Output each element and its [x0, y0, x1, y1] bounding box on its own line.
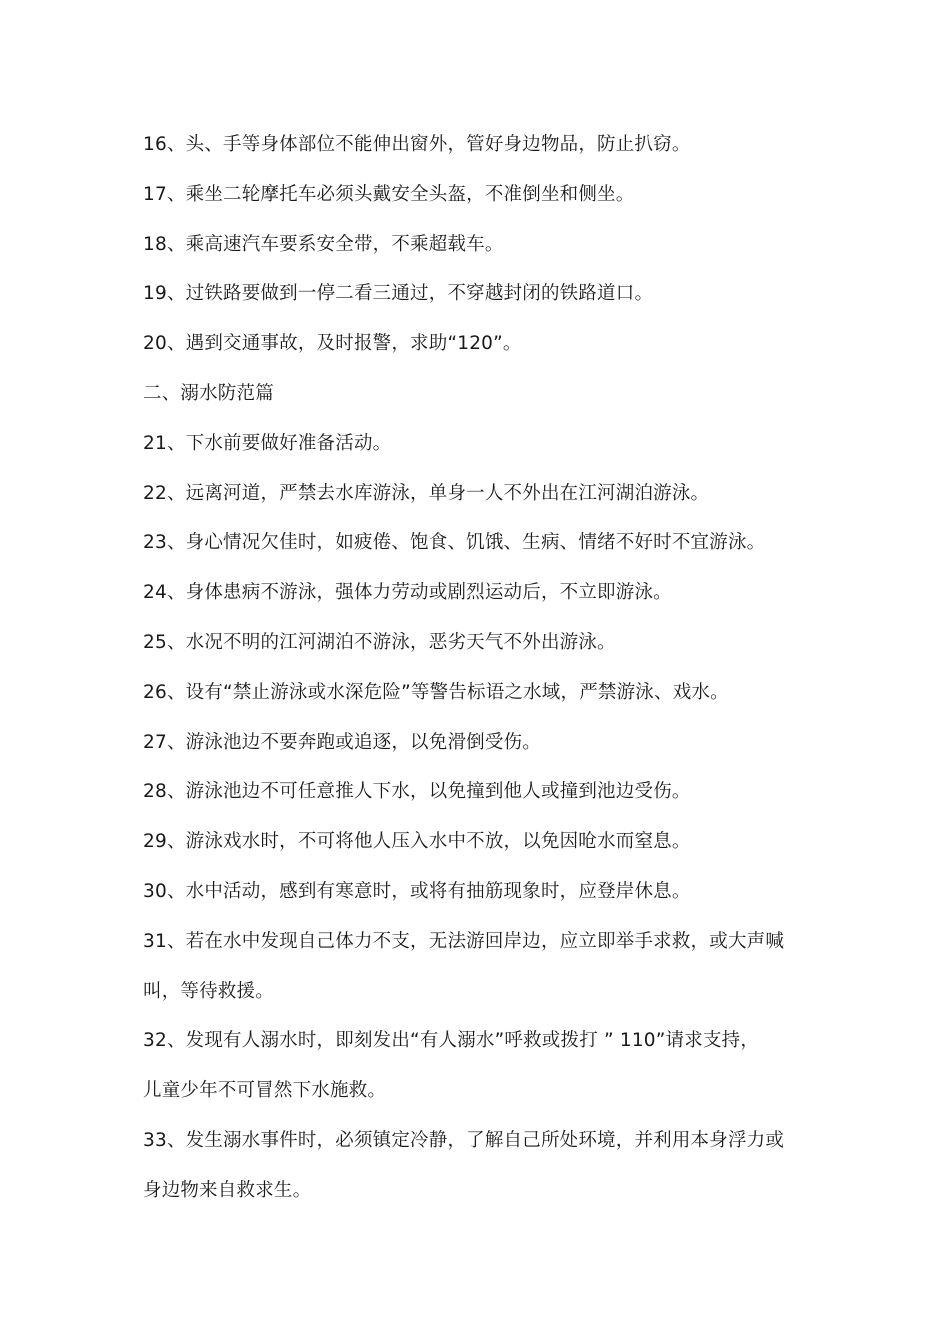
- item-28: 28、游泳池边不可任意推人下水，以免撞到他人或撞到池边受伤。: [143, 781, 691, 803]
- item-24: 24、身体患病不游泳，强体力劳动或剧烈运动后，不立即游泳。: [143, 582, 672, 604]
- item-20: 20、遇到交通事故，及时报警，求助“120”。: [143, 333, 522, 355]
- item-26: 26、设有“禁止游泳或水深危险”等警告标语之水域，严禁游泳、戏水。: [143, 681, 729, 703]
- item-29: 29、游泳戏水时，不可将他人压入水中不放，以免因呛水而窒息。: [143, 831, 691, 853]
- section-heading-drowning: 二、溺水防范篇: [143, 382, 274, 404]
- document-body: [143, 120, 813, 1216]
- item-17: 17、乘坐二轮摩托车必须头戴安全头盔，不准倒坐和侧坐。: [143, 183, 635, 205]
- item-31-line-2: 叫，等待救援。: [143, 980, 274, 1002]
- item-23: 23、身心情况欠佳时，如疲倦、饱食、饥饿、生病、情绪不好时不宜游泳。: [143, 532, 766, 554]
- item-32-line-1: 32、发现有人溺水时，即刻发出“有人溺水”呼救或拨打 ” 110”请求支持，: [143, 1030, 760, 1052]
- item-27: 27、游泳池边不要奔跑或追逐，以免滑倒受伤。: [143, 731, 541, 753]
- item-22: 22、远离河道，严禁去水库游泳，单身一人不外出在江河湖泊游泳。: [143, 482, 710, 504]
- item-19: 19、过铁路要做到一停二看三通过，不穿越封闭的铁路道口。: [143, 283, 654, 305]
- item-32-line-2: 儿童少年不可冒然下水施救。: [143, 1080, 387, 1102]
- item-16: 16、头、手等身体部位不能伸出窗外，管好身边物品，防止扒窃。: [143, 134, 691, 155]
- item-30: 30、水中活动，感到有寒意时，或将有抽筋现象时，应登岸休息。: [143, 880, 691, 902]
- item-31-line-1: 31、若在水中发现自己体力不支，无法游回岸边，应立即举手求救，或大声喊: [143, 930, 785, 952]
- item-21: 21、下水前要做好准备活动。: [143, 432, 392, 454]
- item-25: 25、水况不明的江河湖泊不游泳，恶劣天气不外出游泳。: [143, 631, 616, 653]
- item-18: 18、乘高速汽车要系安全带，不乘超载车。: [143, 233, 504, 255]
- item-33-line-1: 33、发生溺水事件时，必须镇定冷静，了解自己所处环境，并利用本身浮力或: [143, 1129, 785, 1151]
- item-33-line-2: 身边物来自救求生。: [143, 1179, 312, 1201]
